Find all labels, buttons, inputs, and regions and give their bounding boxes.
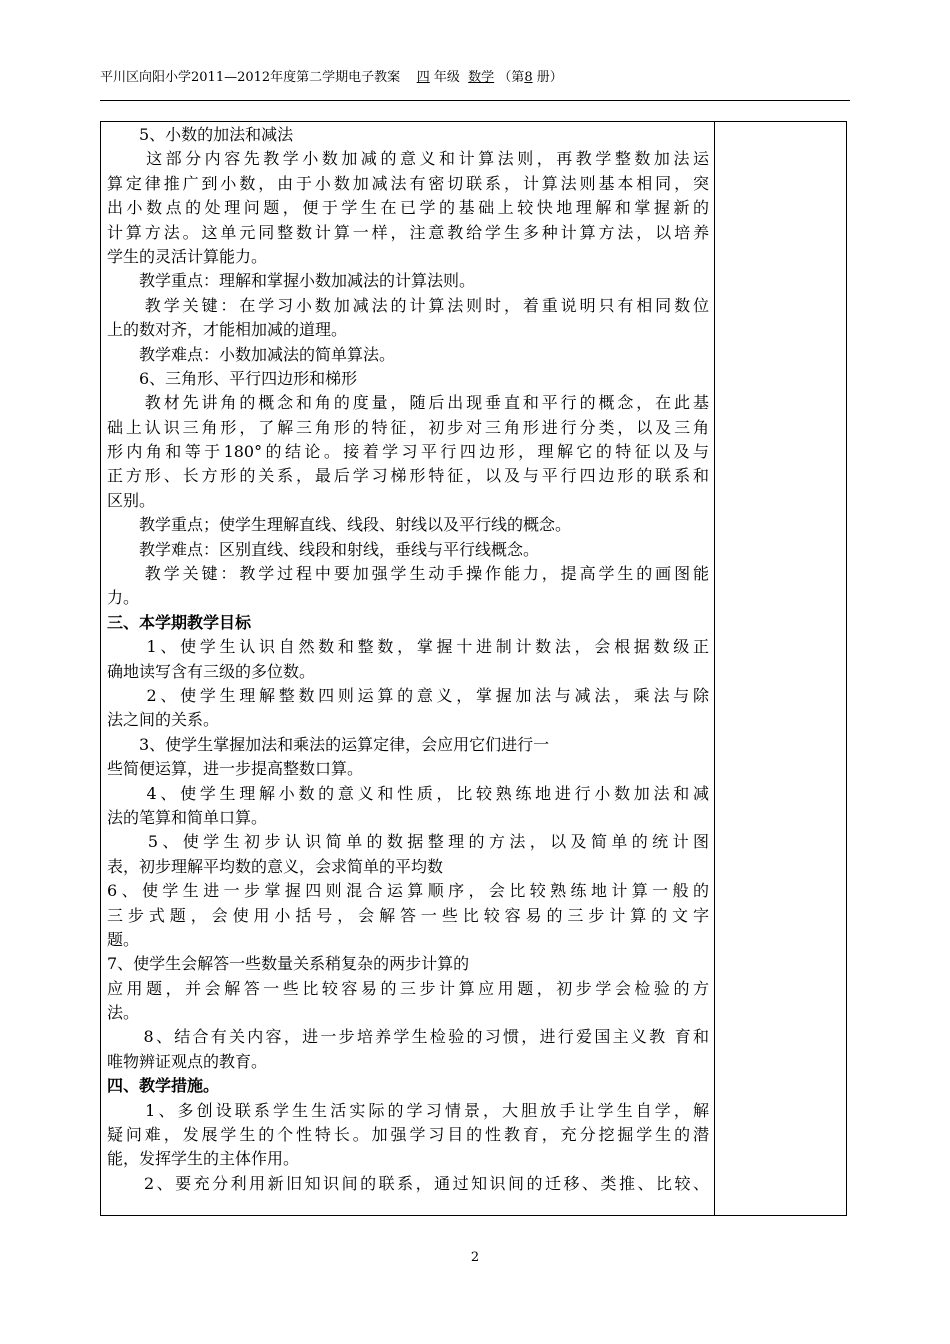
text-line: 法。 <box>107 1003 140 1023</box>
header-subject: 数学 <box>468 70 495 85</box>
text-line: 算定律推广到小数，由于小数加减法有密切联系，计算法则基本相同，突 <box>107 173 709 193</box>
text-line: 1、使学生认识自然数和整数，掌握十进制计数法，会根据数级正 <box>107 637 709 657</box>
text-line: 教材先讲角的概念和角的度量，随后出现垂直和平行的概念，在此基 <box>107 393 709 413</box>
text-line: 7、使学生会解答一些数量关系稍复杂的两步计算的 <box>107 954 470 974</box>
text-line: 6、使学生进一步掌握四则混合运算顺序，会比较熟练地计算一般的 <box>107 881 709 901</box>
text-line: 教学重点；使学生理解直线、线段、射线以及平行线的概念。 <box>107 515 572 535</box>
text-line: 形内角和等于180°的结论。接着学习平行四边形，理解它的特征以及与 <box>107 442 709 462</box>
text-line: 教学难点：区别直线、线段和射线，垂线与平行线概念。 <box>107 539 540 559</box>
text-line: 础上认识三角形，了解三角形的特征，初步对三角形进行分类，以及三角 <box>107 417 709 437</box>
text-line: 四、教学措施。 <box>107 1076 220 1096</box>
header-grade-suffix: 年级 <box>433 70 460 85</box>
text-line: 5、小数的加法和减法 <box>107 125 294 144</box>
header-rule <box>100 100 850 101</box>
text-line: 计算方法。这单元同整数计算一样，注意教给学生多种计算方法，以培养 <box>107 222 709 242</box>
header-volume: 8 <box>524 70 533 85</box>
page-header <box>100 66 850 85</box>
notes-cell <box>715 122 846 1215</box>
text-line: 唯物辨证观点的教育。 <box>107 1051 268 1071</box>
text-line: 教学关键：教学过程中要加强学生动手操作能力，提高学生的画图能 <box>107 564 709 584</box>
text-line: 确地读写含有三级的多位数。 <box>107 661 316 681</box>
header-volume-prefix: （第 <box>498 70 525 85</box>
text-line: 这部分内容先教学小数加减的意义和计算法则，再教学整数加法运 <box>107 149 709 169</box>
text-line: 题。 <box>107 929 140 949</box>
text-line: 正方形、长方形的关系，最后学习梯形特征，以及与平行四边形的联系和 <box>107 466 709 486</box>
text-line: 3、使学生掌握加法和乘法的运算定律，会应用它们进行一 <box>107 734 550 754</box>
content-cell <box>101 122 715 1215</box>
text-line: 疑问难，发展学生的个性特长。加强学习目的性教育，充分挖掘学生的潜 <box>107 1125 709 1145</box>
text-line: 表，初步理解平均数的意义，会求简单的平均数 <box>107 856 444 876</box>
text-line: 2、要充分利用新旧知识间的联系，通过知识间的迁移、类推、比较、 <box>107 1173 709 1193</box>
text-line: 应用题，并会解答一些比较容易的三步计算应用题，初步学会检验的方 <box>107 978 709 998</box>
text-line: 2、使学生理解整数四则运算的意义，掌握加法与减法，乘法与除 <box>107 685 709 705</box>
text-line: 法之间的关系。 <box>107 710 220 730</box>
text-line: 力。 <box>107 588 140 608</box>
text-line: 教学重点：理解和掌握小数加减法的计算法则。 <box>107 271 476 291</box>
text-line: 5、使学生初步认识简单的数据整理的方法，以及简单的统计图 <box>107 832 709 852</box>
text-line: 学生的灵活计算能力。 <box>107 246 268 266</box>
header-volume-suffix: 册） <box>536 70 563 85</box>
text-line: 区别。 <box>107 490 156 510</box>
text-line: 能，发挥学生的主体作用。 <box>107 1149 300 1169</box>
text-line: 法的笔算和简单口算。 <box>107 807 268 827</box>
text-line: 教学难点：小数加减法的简单算法。 <box>107 344 396 364</box>
header-prefix: 平川区向阳小学2011—2012年度第二学期电子教案 <box>100 70 401 85</box>
header-grade: 四 <box>416 70 430 85</box>
text-line: 些简便运算，进一步提高整数口算。 <box>107 759 364 779</box>
text-line: 出小数点的处理问题，便于学生在已学的基础上较快地理解和掌握新的 <box>107 198 709 218</box>
text-line: 1、多创设联系学生生活实际的学习情景，大胆放手让学生自学，解 <box>107 1100 709 1120</box>
text-line: 6、三角形、平行四边形和梯形 <box>107 368 358 388</box>
text-line: 上的数对齐，才能相加减的道理。 <box>107 320 348 340</box>
text-line: 4、使学生理解小数的意义和性质，比较熟练地进行小数加法和减 <box>107 783 709 803</box>
page-number: 2 <box>470 1250 480 1265</box>
lesson-table <box>100 121 847 1216</box>
text-line: 8、结合有关内容，进一步培养学生检验的习惯，进行爱国主义教 育和 <box>107 1027 709 1047</box>
text-line: 三、本学期教学目标 <box>107 612 252 632</box>
text-line: 教学关键：在学习小数加减法的计算法则时，着重说明只有相同数位 <box>107 295 709 315</box>
text-line: 三步式题，会使用小括号，会解答一些比较容易的三步计算的文字 <box>107 905 709 925</box>
